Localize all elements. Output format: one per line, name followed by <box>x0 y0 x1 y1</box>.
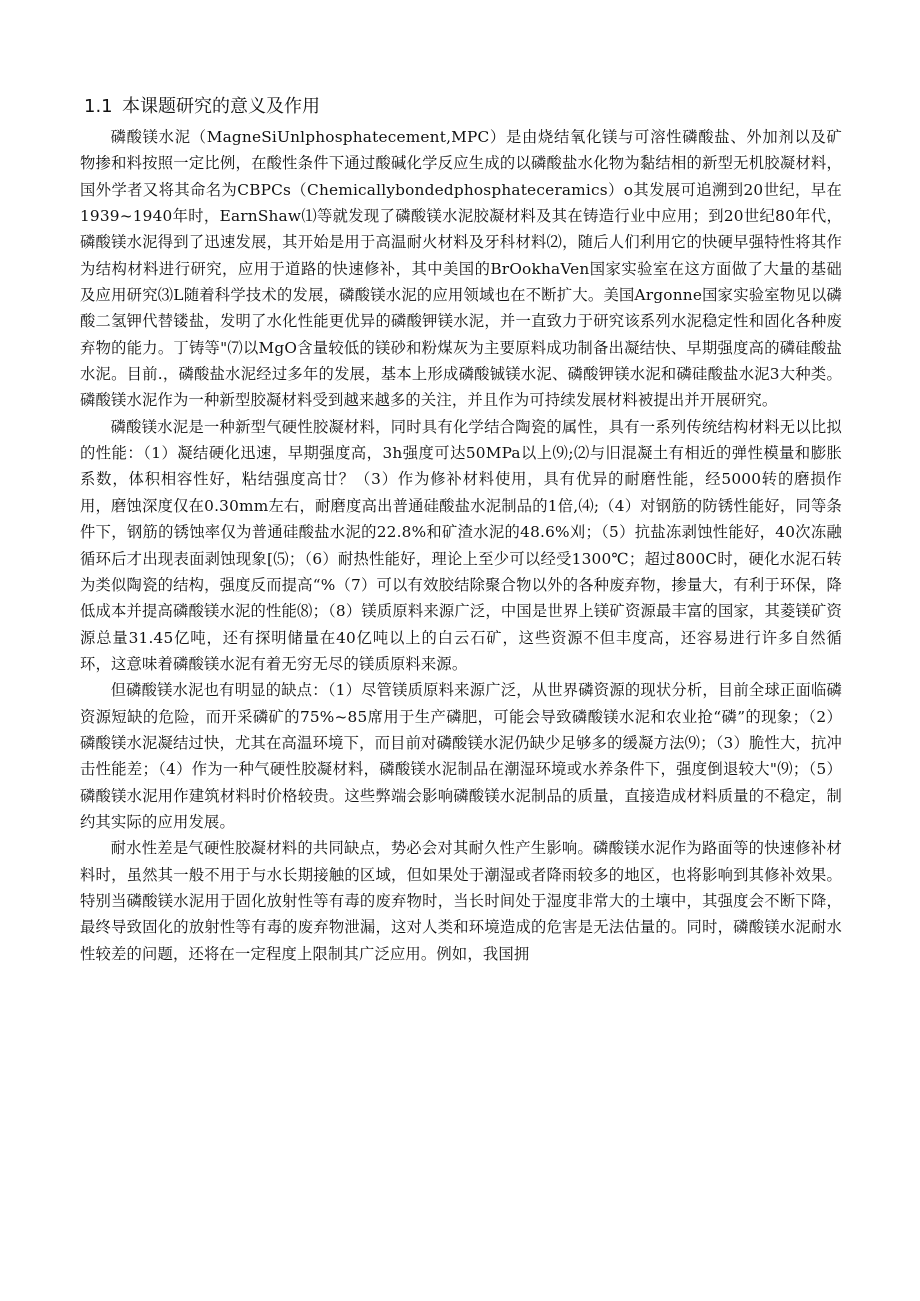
body-text <box>80 124 842 967</box>
section-title: 本课题研究的意义及作用 <box>122 96 320 117</box>
paragraph-water-resistance: 耐水性差是气硬性胶凝材料的共同缺点，势必会对其耐久性产生影响。磷酸镁水泥作为路面等的快速修补材料时，虽然其一般不用于与水长期接触的区域，但如果处于潮湿或者降雨较多的地区，也将影响到其修补效果。特别当磷酸镁水泥用于固化放射性等有毒的废弃物时，当长时间处于湿度非常大的土壤中，其强度会不断下降，最终导致固化的放射性等有毒的废弃物泄漏，这对人类和环境造成的危害是无法估量的。同时，磷酸镁水泥耐水性较差的问题，还将在一定程度上限制其广泛应用。例如，我国拥 <box>80 839 842 963</box>
section-heading <box>84 94 320 120</box>
paragraph-mpc-properties: 磷酸镁水泥是一种新型气硬性胶凝材料，同时具有化学结合陶瓷的属性，具有一系列传统结构材料无以比拟的性能：（1）凝结硬化迅速，早期强度高，3h强度可达50MPa以上⑼;⑵与旧混凝土有相近的弹性模量和膨胀系数，体积相容性好，粘结强度高廿？（3）作为修补材料使用，具有优异的耐磨性能，经5000转的磨损作用，磨蚀深度仅在0.30mm左右，耐磨度高出普通硅酸盐水泥制品的1倍,⑷;（4）对钢筋的防锈性能好，同等条件下，钢筋的锈蚀率仅为普通硅酸盐水泥的22.8%和矿渣水泥的48.6%刈；（5）抗盐冻剥蚀性能好，40次冻融循环后才出现表面剥蚀现象[⑸；（6）耐热性能好，理论上至少可以经受1300℃；超过800C时，硬化水泥石转为类似陶瓷的结构，强度反而提高“%（7）可以有效胶结除聚合物以外的各种废弃物，掺量大，有利于环保，降低成本并提高磷酸镁水泥的性能⑻；（8）镁质原料来源广泛，中国是世界上镁矿资源最丰富的国家，其菱镁矿资源总量31.45亿吨，还有探明储量在40亿吨以上的白云石矿，这些资源不但丰度高，还容易进行许多自然循环，这意味着磷酸镁水泥有着无穷无尽的镁质原料来源。 <box>80 417 842 673</box>
paragraph-mpc-drawbacks: 但磷酸镁水泥也有明显的缺点：（1）尽管镁质原料来源广泛，从世界磷资源的现状分析，目前全球正面临磷资源短缺的危险，而开采磷矿的75%~85席用于生产磷肥，可能会导致磷酸镁水泥和农业抢“磷”的现象；（2）磷酸镁水泥凝结过快，尤其在高温环境下，而目前对磷酸镁水泥仍缺少足够多的缓凝方法⑼；（3）脆性大，抗冲击性能差；（4）作为一种气硬性胶凝材料，磷酸镁水泥制品在潮湿环境或水养条件下，强度倒退较大"⑼；（5）磷酸镁水泥用作建筑材料时价格较贵。这些弊端会影响磷酸镁水泥制品的质量，直接造成材料质量的不稳定，制约其实际的应用发展。 <box>80 681 842 831</box>
section-number: 1.1 <box>84 96 113 117</box>
paragraph-mpc-definition: 磷酸镁水泥（MagneSiUnlphosphatecement,MPC）是由烧结氧化镁与可溶性磷酸盐、外加剂以及矿物掺和料按照一定比例，在酸性条件下通过酸碱化学反应生成的以磷酸盐水化物为黏结相的新型无机胶凝材料，国外学者又将其命名为CBPCs（Chemicallybondedphosphateceramics）o其发展可追溯到20世纪，早在1939~1940年时，EarnShaw⑴等就发现了磷酸镁水泥胶凝材料及其在铸造行业中应用；到20世纪80年代，磷酸镁水泥得到了迅速发展，其开始是用于高温耐火材料及牙科材料⑵，随后人们利用它的快硬早强特性将其作为结构材料进行研究，应用于道路的快速修补，其中美国的BrOokhaVen国家实验室在这方面做了大量的基础及应用研究⑶L随着科学技术的发展，磷酸镁水泥的应用领域也在不断扩大。美国Argonne国家实验室物见以磷酸二氢钾代替镂盐，发明了水化性能更优异的磷酸钾镁水泥，并一直致力于研究该系列水泥稳定性和固化各种废弃物的能力。丁铸等"⑺以MgO含量较低的镁砂和粉煤灰为主要原料成功制备出凝结快、早期强度高的磷硅酸盐水泥。目前.，磷酸盐水泥经过多年的发展，基本上形成磷酸铖镁水泥、磷酸钾镁水泥和磷硅酸盐水泥3大种类。磷酸镁水泥作为一种新型胶凝材料受到越来越多的关注，并且作为可持续发展材料被提出并开展研究。 <box>80 128 842 410</box>
